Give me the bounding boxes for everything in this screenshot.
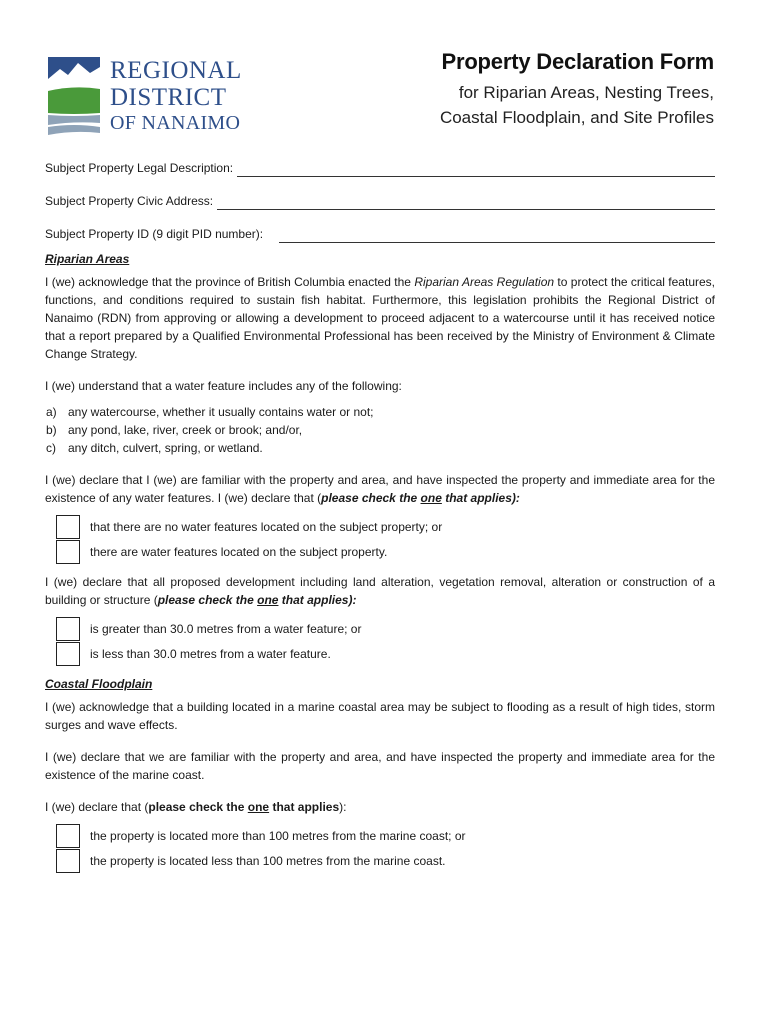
instruction-emphasis: one (420, 491, 442, 505)
declaration-text: I (we) declare that I (we) are familiar with the property and area, and have inspected the property and immediate area for the existence of any water features. I (we) declare that ( (45, 473, 715, 505)
instruction-emphasis: one (257, 593, 279, 607)
instruction-text-b: that applies (278, 593, 349, 607)
list-item (45, 403, 715, 421)
rdn-logo (46, 55, 246, 137)
instruction-text-a: please check the (321, 491, 421, 505)
declaration-close: ): (339, 800, 347, 814)
coastal-familiarity: I (we) declare that we are familiar with the property and area, and have inspected the property and immediate area for the existence of the marine coast. (45, 750, 715, 782)
distance-options (45, 617, 715, 666)
pid-label: Subject Property ID (9 digit PID number): (45, 227, 264, 241)
riparian-regulation-name: Riparian Areas Regulation (414, 275, 555, 289)
option-label: the property is located more than 100 metres from the marine coast; or (90, 829, 466, 843)
list-marker: b) (46, 423, 57, 437)
water-features-present-checkbox[interactable] (56, 540, 80, 564)
option-greater-than-30m (56, 617, 715, 641)
logo-line-2: DISTRICT (110, 84, 227, 111)
riparian-heading: Riparian Areas (45, 252, 130, 266)
less-than-100m-checkbox[interactable] (56, 849, 80, 873)
coastal-options (45, 824, 715, 873)
option-label: is less than 30.0 metres from a water feature. (90, 647, 331, 661)
civic-address-row (45, 192, 715, 210)
option-less-than-30m (56, 642, 715, 666)
riparian-ack-text-b: to protect the critical features, functions, and conditions required to sustain fish habitat. Furthermore, this legislation prohibits the Regional District of Nanaimo (RDN) from approving or allowing a development to proceed adjacent to a watercourse until it has received notice that a report prepared by a Qualified Environmental Professional has been received by the Ministry of Environment & Climate Change Strategy. (45, 275, 715, 361)
instruction-text-b: that applies (441, 491, 512, 505)
civic-address-field[interactable] (217, 197, 715, 210)
instruction-text-a: please check the (148, 800, 248, 814)
riparian-acknowledgement (45, 273, 715, 363)
check-one-instruction (148, 800, 339, 814)
rdn-logo-wordmark (110, 55, 242, 133)
declaration-text: I (we) declare that ( (45, 800, 149, 814)
water-feature-list (45, 403, 715, 457)
option-more-than-100m (56, 824, 715, 848)
instruction-emphasis: one (247, 800, 270, 814)
check-one-instruction (158, 593, 349, 607)
pid-field[interactable] (279, 230, 715, 243)
option-label: the property is located less than 100 metres from the marine coast. (90, 854, 446, 868)
list-item (45, 421, 715, 439)
development-declaration (45, 573, 715, 609)
rdn-logo-mark-icon (46, 57, 102, 135)
check-one-instruction (321, 491, 512, 505)
water-feature-intro: I (we) understand that a water feature includes any of the following: (45, 379, 402, 393)
declaration-close: ): (348, 593, 357, 607)
subtitle-line-2: Coastal Floodplain, and Site Profiles (439, 108, 714, 127)
legal-description-field[interactable] (237, 164, 715, 177)
legal-description-label: Subject Property Legal Description: (45, 161, 234, 175)
option-less-than-100m (56, 849, 715, 873)
option-water-features-present (56, 540, 715, 564)
riparian-ack-text-a: I (we) acknowledge that the province of British Columbia enacted the (45, 275, 415, 289)
less-than-30m-checkbox[interactable] (56, 642, 80, 666)
civic-address-label: Subject Property Civic Address: (45, 194, 214, 208)
list-item-text: any watercourse, whether it usually contains water or not; (68, 405, 374, 419)
option-label: that there are no water features located on the subject property; or (90, 520, 443, 534)
page-subtitle (440, 80, 714, 130)
form-title-block (440, 49, 714, 130)
coastal-heading: Coastal Floodplain (45, 677, 153, 691)
option-label: there are water features located on the subject property. (90, 545, 388, 559)
logo-line-3: OF NANAIMO (110, 112, 241, 134)
list-item-text: any pond, lake, river, creek or brook; and/or, (68, 423, 303, 437)
legal-description-row (45, 159, 715, 177)
list-marker: c) (46, 441, 56, 455)
declaration-text: I (we) declare that all proposed development including land alteration, vegetation removal, alteration or construction of a building or structure ( (45, 575, 715, 607)
page-title: Property Declaration Form (441, 49, 714, 74)
form-body (45, 159, 715, 882)
option-label: is greater than 30.0 metres from a water feature; or (90, 622, 362, 636)
water-feature-options (45, 515, 715, 564)
list-marker: a) (46, 405, 57, 419)
instruction-text-b: that applies (269, 800, 340, 814)
list-item-text: any ditch, culvert, spring, or wetland. (68, 441, 263, 455)
no-water-features-checkbox[interactable] (56, 515, 80, 539)
option-no-water-features (56, 515, 715, 539)
more-than-100m-checkbox[interactable] (56, 824, 80, 848)
instruction-text-a: please check the (157, 593, 258, 607)
pid-row (45, 225, 715, 243)
greater-than-30m-checkbox[interactable] (56, 617, 80, 641)
subtitle-line-1: for Riparian Areas, Nesting Trees, (458, 83, 714, 102)
declaration-close: ): (511, 491, 520, 505)
list-item (45, 439, 715, 457)
coastal-acknowledgement: I (we) acknowledge that a building located in a marine coastal area may be subject to flooding as a result of high tides, storm surges and wave effects. (45, 700, 715, 732)
water-feature-declaration (45, 471, 715, 507)
logo-line-1: REGIONAL (110, 57, 242, 84)
coastal-declaration (45, 798, 715, 816)
